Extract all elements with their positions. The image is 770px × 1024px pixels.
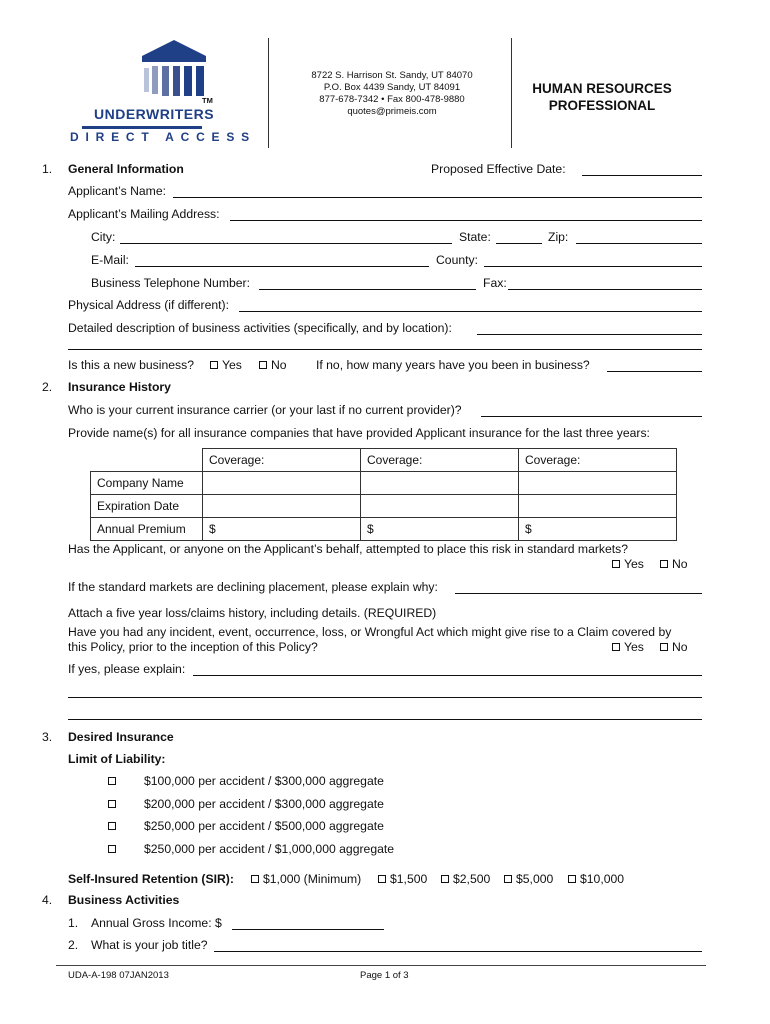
years-label: If no, how many years have you been in business? (316, 358, 590, 372)
incident-yes[interactable]: Yes (612, 640, 644, 654)
building-columns-icon (134, 38, 214, 100)
phone-label: Business Telephone Number: (91, 276, 250, 290)
checkbox-icon[interactable] (259, 361, 267, 369)
new-business-yes[interactable]: Yes (210, 358, 242, 372)
table-row-label: Expiration Date (91, 495, 203, 518)
section1-number: 1. (42, 162, 53, 176)
standard-markets-no[interactable]: No (660, 557, 688, 571)
physical-address-field[interactable] (239, 311, 702, 312)
phone-field[interactable] (259, 289, 476, 290)
page-number: Page 1 of 3 (360, 970, 409, 981)
annual-income-label: Annual Gross Income: $ (91, 916, 222, 930)
fax-field[interactable] (508, 289, 702, 290)
sir-option-5000[interactable]: $5,000 (504, 872, 553, 886)
county-field[interactable] (484, 266, 702, 267)
zip-label: Zip: (548, 230, 569, 244)
email-label: E-Mail: (91, 253, 129, 267)
checkbox-icon[interactable] (568, 875, 576, 883)
checkbox-icon[interactable] (504, 875, 512, 883)
logo-tm: TM (202, 96, 213, 105)
insurance-history-table (90, 448, 677, 541)
standard-markets-yes[interactable]: Yes (612, 557, 644, 571)
checkbox-icon[interactable] (108, 845, 116, 853)
explain-field-2[interactable] (68, 697, 702, 698)
table-row-label: Company Name (91, 472, 203, 495)
description-label: Detailed description of business activities (specifically, and by location): (68, 321, 452, 335)
state-label: State: (459, 230, 491, 244)
table-header-row (91, 449, 677, 472)
mailing-address-label: Applicant’s Mailing Address: (68, 207, 220, 221)
q1-number: 1. (68, 916, 79, 930)
sir-label: Self-Insured Retention (SIR): (68, 872, 234, 886)
logo-direct-access: DIRECT ACCESS (70, 130, 256, 144)
address-phone-fax: 877-678-7342 • Fax 800-478-9880 (319, 94, 465, 105)
limit-option-1[interactable]: $100,000 per accident / $300,000 aggregate (108, 774, 384, 788)
sir-option-1500[interactable]: $1,500 (378, 872, 427, 886)
checkbox-icon[interactable] (251, 875, 259, 883)
mailing-address-field[interactable] (230, 220, 702, 221)
effective-date-label: Proposed Effective Date: (431, 162, 566, 176)
limit-option-2[interactable]: $200,000 per accident / $300,000 aggregate (108, 797, 384, 811)
job-title-label: What is your job title? (91, 938, 208, 952)
table-row (91, 472, 677, 495)
table-cell[interactable] (361, 495, 519, 518)
form-id: UDA-A-198 07JAN2013 (68, 970, 169, 981)
carrier-label: Who is your current insurance carrier (or your last if no current provider)? (68, 403, 462, 417)
header-divider-left (268, 38, 269, 148)
company-address (292, 70, 492, 118)
checkbox-icon[interactable] (108, 800, 116, 808)
checkbox-icon[interactable] (660, 560, 668, 568)
annual-income-field[interactable] (232, 929, 384, 930)
limit-option-3[interactable]: $250,000 per accident / $500,000 aggregate (108, 819, 384, 833)
new-business-label: Is this a new business? (68, 358, 195, 372)
address-po-box: P.O. Box 4439 Sandy, UT 84091 (323, 82, 461, 93)
checkbox-icon[interactable] (612, 643, 620, 651)
incident-question-line1: Have you had any incident, event, occurrence, loss, or Wrongful Act which might give rise to a Claim covered by (68, 625, 672, 639)
table-cell[interactable] (203, 495, 361, 518)
city-label: City: (91, 230, 116, 244)
checkbox-icon[interactable] (108, 777, 116, 785)
table-cell[interactable] (519, 495, 677, 518)
table-header-coverage-1: Coverage: (203, 449, 361, 472)
checkbox-icon[interactable] (378, 875, 386, 883)
table-cell[interactable]: $ (203, 518, 361, 541)
section4-number: 4. (42, 893, 53, 907)
applicant-name-field[interactable] (173, 197, 702, 198)
county-label: County: (436, 253, 479, 267)
incident-no[interactable]: No (660, 640, 688, 654)
checkbox-icon[interactable] (612, 560, 620, 568)
form-title: HUMAN RESOURCES PROFESSIONAL (532, 81, 672, 113)
fax-label: Fax: (483, 276, 507, 290)
section3-title: Desired Insurance (68, 730, 174, 744)
zip-field[interactable] (576, 243, 702, 244)
state-field[interactable] (496, 243, 542, 244)
declining-label: If the standard markets are declining placement, please explain why: (68, 580, 438, 594)
incident-question-line2: this Policy, prior to the inception of this Policy? (68, 640, 318, 654)
table-header-blank (91, 449, 203, 472)
standard-markets-question: Has the Applicant, or anyone on the Applicant’s behalf, attempted to place this risk in standard markets? (68, 542, 629, 556)
explain-field-1[interactable] (193, 675, 702, 676)
limit-option-4[interactable]: $250,000 per accident / $1,000,000 aggregate (108, 842, 394, 856)
table-cell[interactable]: $ (361, 518, 519, 541)
section4-title: Business Activities (68, 893, 180, 907)
table-header-coverage-2: Coverage: (361, 449, 519, 472)
logo-underwriters: UNDERWRITERS (94, 106, 215, 122)
physical-address-label: Physical Address (if different): (68, 298, 229, 312)
effective-date-field[interactable] (582, 175, 702, 176)
table-row (91, 518, 677, 541)
sir-option-1000[interactable]: $1,000 (Minimum) (251, 872, 361, 886)
checkbox-icon[interactable] (660, 643, 668, 651)
explain-field-3[interactable] (68, 719, 702, 720)
carrier-field[interactable] (481, 416, 702, 417)
years-field[interactable] (607, 371, 702, 372)
table-row (91, 495, 677, 518)
checkbox-icon[interactable] (108, 822, 116, 830)
address-email: quotes@primeis.com (347, 106, 437, 117)
explain-label: If yes, please explain: (68, 662, 186, 676)
table-header-coverage-3: Coverage: (519, 449, 677, 472)
description-field-1[interactable] (477, 334, 702, 335)
q2-number: 2. (68, 938, 79, 952)
checkbox-icon[interactable] (441, 875, 449, 883)
section2-title: Insurance History (68, 380, 171, 394)
table-cell[interactable] (203, 472, 361, 495)
sir-option-10000[interactable]: $10,000 (568, 872, 624, 886)
city-field[interactable] (120, 243, 452, 244)
email-field[interactable] (135, 266, 429, 267)
limit-of-liability-label: Limit of Liability: (68, 752, 166, 766)
section3-number: 3. (42, 730, 53, 744)
description-field-2[interactable] (68, 349, 702, 350)
table-cell[interactable]: $ (519, 518, 677, 541)
companies-label: Provide name(s) for all insurance companies that have provided Applicant insurance for the last three years: (68, 426, 650, 440)
footer-rule (56, 965, 706, 966)
applicant-name-label: Applicant’s Name: (68, 184, 166, 198)
address-street: 8722 S. Harrison St. Sandy, UT 84070 (311, 70, 473, 81)
sir-option-2500[interactable]: $2,500 (441, 872, 490, 886)
table-cell[interactable] (519, 472, 677, 495)
logo-bar (82, 126, 202, 129)
new-business-no[interactable]: No (259, 358, 287, 372)
attach-claims-label: Attach a five year loss/claims history, including details. (REQUIRED) (68, 606, 437, 620)
table-row-label: Annual Premium (91, 518, 203, 541)
job-title-field[interactable] (214, 951, 702, 952)
company-logo (66, 38, 266, 150)
section2-number: 2. (42, 380, 53, 394)
checkbox-icon[interactable] (210, 361, 218, 369)
table-cell[interactable] (361, 472, 519, 495)
section1-title: General Information (68, 162, 184, 176)
declining-field[interactable] (455, 593, 702, 594)
